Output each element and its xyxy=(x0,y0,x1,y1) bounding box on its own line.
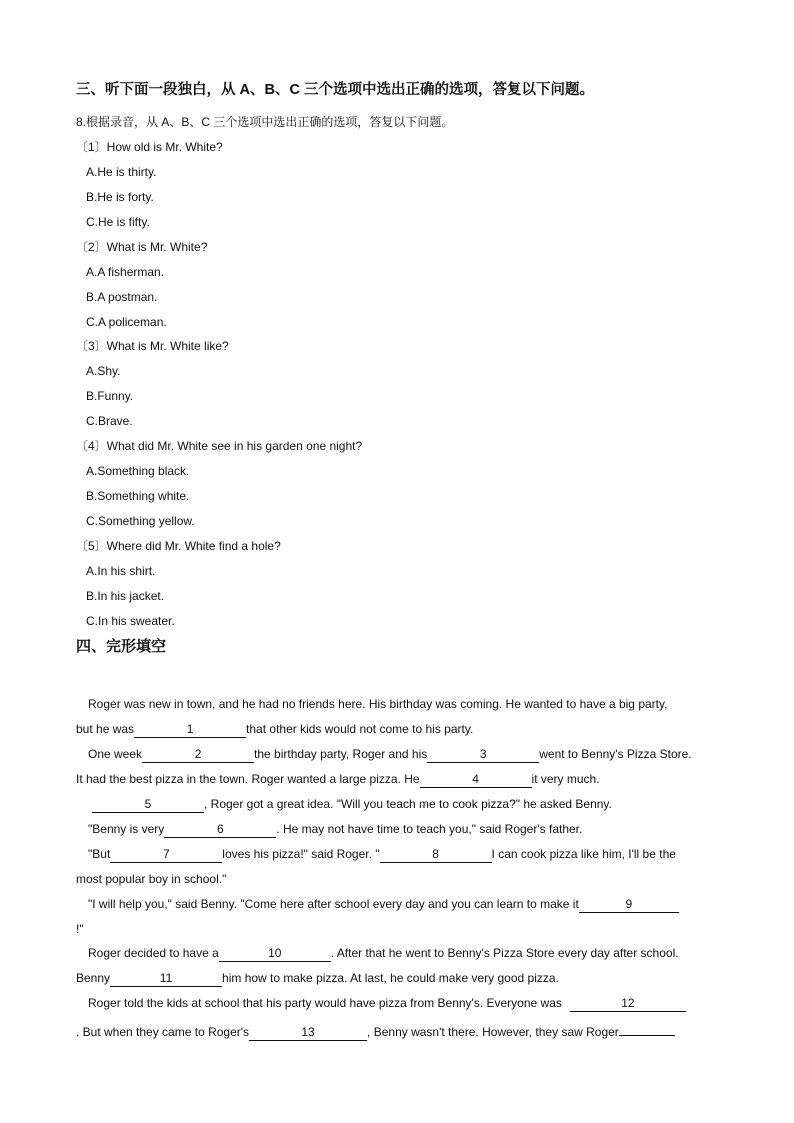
passage-text: Roger told the kids at school that his party would have pizza from Benny's. Everyone was xyxy=(88,996,562,1010)
passage-text: went to Benny's Pizza Store. xyxy=(539,747,692,761)
passage-line-3 xyxy=(88,746,692,763)
passage-text: "I will help you," said Benny. "Come here after school every day and you can learn to make it xyxy=(88,897,579,911)
passage-text: . He may not have time to teach you," said Roger's father. xyxy=(276,822,583,836)
passage-text: the birthday party, Roger and his xyxy=(254,747,428,761)
passage-line-2 xyxy=(76,721,473,738)
q1-option-b: B.He is forty. xyxy=(86,190,154,204)
passage-text: "Benny is very xyxy=(88,822,165,836)
passage-line-1: Roger was new in town, and he had no friends here. His birthday was coming. He wanted to have a big party, xyxy=(88,697,668,711)
question-1: 〔1〕How old is Mr. White? xyxy=(76,140,223,154)
q2-option-c: C.A policeman. xyxy=(86,315,167,329)
passage-line-11 xyxy=(88,945,679,962)
passage-text: . But when they came to Roger's xyxy=(76,1025,250,1039)
passage-text: Roger decided to have a xyxy=(88,946,219,960)
passage-text: "But xyxy=(88,847,111,861)
question-3: 〔3〕What is Mr. White like? xyxy=(76,339,229,353)
blank-5[interactable]: 5 xyxy=(92,797,204,813)
passage-text: that other kids would not come to his party. xyxy=(246,722,474,736)
passage-line-5 xyxy=(92,796,612,813)
blank-14[interactable] xyxy=(619,1020,675,1036)
q2-option-a: A.A fisherman. xyxy=(86,265,165,279)
blank-6[interactable]: 6 xyxy=(164,822,276,838)
question-5: 〔5〕Where did Mr. White find a hole? xyxy=(76,539,281,553)
q3-option-a: A.Shy. xyxy=(86,364,121,378)
blank-3[interactable]: 3 xyxy=(427,747,539,763)
passage-text: it very much. xyxy=(531,772,600,786)
blank-9[interactable]: 9 xyxy=(579,897,679,913)
q1-option-c: C.He is fifty. xyxy=(86,215,150,229)
q1-option-a: A.He is thirty. xyxy=(86,165,157,179)
passage-line-8: most popular boy in school." xyxy=(76,872,227,886)
blank-2[interactable]: 2 xyxy=(142,747,254,763)
passage-text: him how to make pizza. At last, he could make very good pizza. xyxy=(222,971,559,985)
passage-line-4 xyxy=(76,771,600,788)
blank-12[interactable]: 12 xyxy=(570,996,686,1012)
question-2: 〔2〕What is Mr. White? xyxy=(76,240,208,254)
section4-title: 四、完形填空 xyxy=(76,638,167,655)
q4-option-a: A.Something black. xyxy=(86,464,190,478)
q4-option-c: C.Something yellow. xyxy=(86,514,195,528)
q4-option-b: B.Something white. xyxy=(86,489,190,503)
passage-line-6 xyxy=(88,821,582,838)
passage-line-9 xyxy=(88,896,679,913)
passage-text: loves his pizza!" said Roger. " xyxy=(222,847,380,861)
blank-13[interactable]: 13 xyxy=(249,1025,367,1041)
question-intro: 8.根据录音，从 A、B、C 三个选项中选出正确的选项，答复以下问题。 xyxy=(76,115,454,129)
passage-line-10: !" xyxy=(76,922,84,936)
blank-4[interactable]: 4 xyxy=(420,772,532,788)
q5-option-c: C.In his sweater. xyxy=(86,614,175,628)
passage-text: Benny xyxy=(76,971,111,985)
passage-line-7 xyxy=(88,846,676,863)
passage-text: , Benny wasn't there. However, they saw Roger xyxy=(367,1025,619,1039)
blank-11[interactable]: 11 xyxy=(110,971,222,987)
blank-7[interactable]: 7 xyxy=(110,847,222,863)
passage-line-12 xyxy=(76,970,559,987)
passage-text: One week xyxy=(88,747,143,761)
passage-text: . After that he went to Benny's Pizza Store every day after school. xyxy=(330,946,679,960)
q2-option-b: B.A postman. xyxy=(86,290,158,304)
q3-option-b: B.Funny. xyxy=(86,389,134,403)
q5-option-b: B.In his jacket. xyxy=(86,589,165,603)
blank-1[interactable]: 1 xyxy=(134,722,246,738)
passage-line-14 xyxy=(76,1020,675,1041)
q3-option-c: C.Brave. xyxy=(86,414,133,428)
passage-text: I can cook pizza like him, I'll be the xyxy=(491,847,676,861)
section3-title: 三、听下面一段独白，从 A、B、C 三个选项中选出正确的选项，答复以下问题。 xyxy=(76,82,594,98)
blank-8[interactable]: 8 xyxy=(380,847,492,863)
passage-text: but he was xyxy=(76,722,135,736)
blank-10[interactable]: 10 xyxy=(219,946,331,962)
passage-line-13 xyxy=(88,995,686,1012)
passage-text: It had the best pizza in the town. Roger wanted a large pizza. He xyxy=(76,772,420,786)
q5-option-a: A.In his shirt. xyxy=(86,564,156,578)
question-4: 〔4〕What did Mr. White see in his garden one night? xyxy=(76,439,363,453)
passage-text: , Roger got a great idea. "Will you teach me to cook pizza?" he asked Benny. xyxy=(204,797,612,811)
